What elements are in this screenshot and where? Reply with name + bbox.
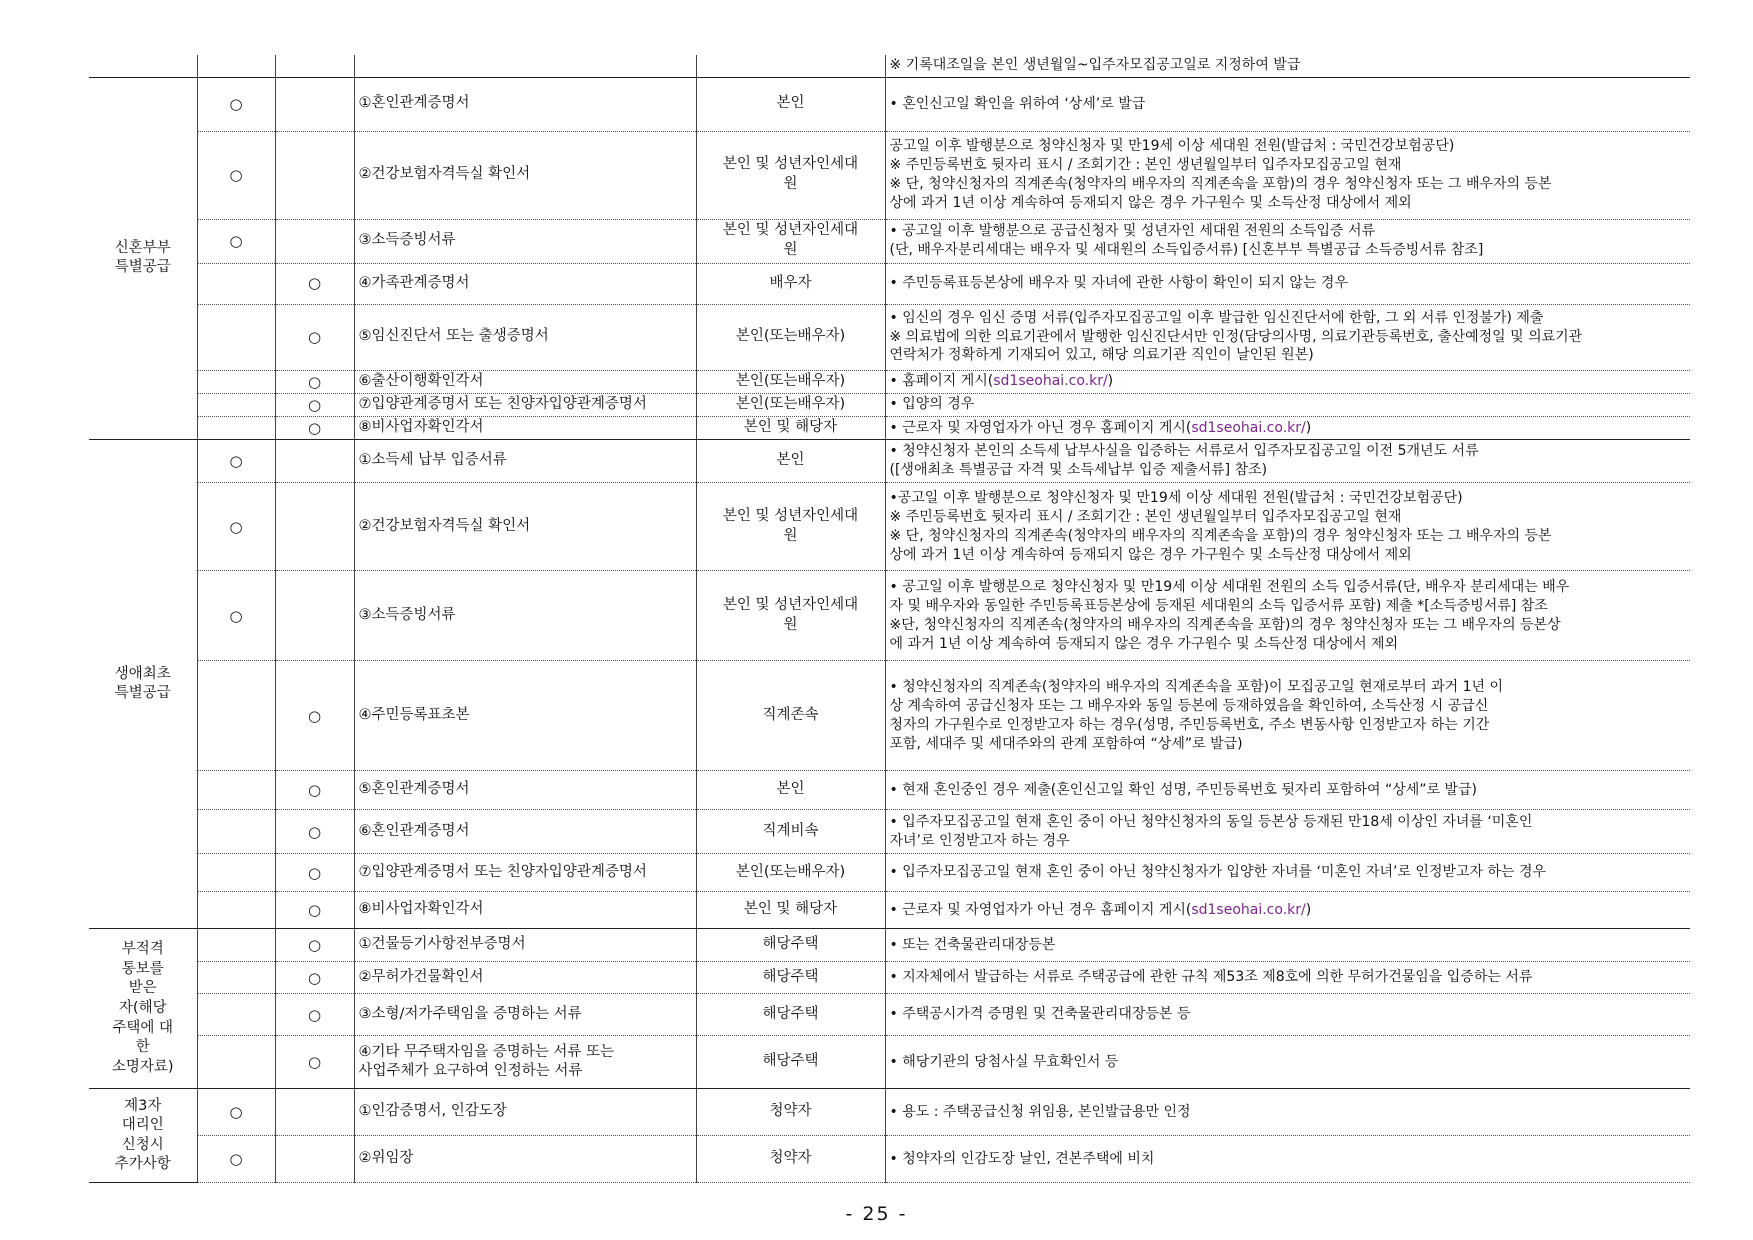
document-note: • 혼인신고일 확인을 위하여 ‘상세’로 발급	[885, 77, 1690, 131]
document-note: 공고일 이후 발행분으로 청약신청자 및 만19세 이상 세대원 전원(발급처 : 국민건강보험공단) ※ 주민등록번호 뒷자리 표시 / 조회기간 : 본인 생년월일부터 입주자모집공고일 현재 ※ 단, 청약신청자의 직계존속(청약자의 배우자의 직계존속을 포함)의 경우 청약신청자 또는 그 배우자의 등본 상에 과거 1년 이상 계속하여 등재되지 않은 경우 가구원수 및 소득산정 대상에서 제외	[885, 131, 1690, 219]
table-row	[89, 962, 1690, 994]
document-subject: 본인 및 성년자인세대 원	[696, 219, 885, 263]
optional-mark: ○	[275, 393, 354, 416]
table-row	[89, 810, 1690, 854]
optional-mark: ○	[275, 263, 354, 304]
document-name: ⑤혼인관계증명서	[354, 771, 696, 810]
table-row	[89, 661, 1690, 771]
document-name: ②무허가건물확인서	[354, 962, 696, 994]
table-row	[89, 440, 1690, 483]
table-row	[89, 892, 1690, 929]
document-note: • 청약신청자 본인의 소득세 납부사실을 입증하는 서류로서 입주자모집공고일 이전 5개년도 서류 ([생애최초 특별공급 자격 및 소득세납부 입증 제출서류] 참조)	[885, 440, 1690, 483]
homepage-link[interactable]: sd1seohai.co.kr/	[993, 373, 1108, 390]
document-note: • 근로자 및 자영업자가 아닌 경우 홈페이지 게시(sd1seohai.co.kr/)	[885, 892, 1690, 929]
document-subject: 본인 및 해당자	[696, 417, 885, 440]
optional-mark: ○	[275, 370, 354, 393]
document-subject: 본인	[696, 440, 885, 483]
document-subject: 본인(또는배우자)	[696, 854, 885, 892]
document-note: •공고일 이후 발행분으로 청약신청자 및 만19세 이상 세대원 전원(발급처 : 국민건강보험공단) ※ 주민등록번호 뒷자리 표시 / 조회기간 : 본인 생년월일부터 입주자모집공고일 현재 ※ 단, 청약신청자의 직계존속(청약자의 배우자의 직계존속을 포함)의 경우 청약신청자 또는 그 배우자의 등본 상에 과거 1년 이상 계속하여 등재되지 않은 경우 가구원수 및 소득산정 대상에서 제외	[885, 483, 1690, 571]
document-note: • 주민등록표등본상에 배우자 및 자녀에 관한 사항이 확인이 되지 않는 경우	[885, 263, 1690, 304]
document-subject: 해당주택	[696, 994, 885, 1036]
required-documents-table	[89, 55, 1690, 1183]
document-subject: 직계비속	[696, 810, 885, 854]
document-note: • 홈페이지 게시(sd1seohai.co.kr/)	[885, 370, 1690, 393]
document-subject: 본인	[696, 771, 885, 810]
document-note: • 청약신청자의 직계존속(청약자의 배우자의 직계존속을 포함)이 모집공고일 현재로부터 과거 1년 이 상 계속하여 공급신청자 또는 그 배우자와 동일 등본에 등재하였음을 확인하여, 소득산정 시 공급신 청자의 가구원수로 인정받고자 하는 경우(성명, 주민등록번호, 주소 변동사항 인정받고자 하는 기간 포함, 세대주 및 세대주와의 관계 포함하여 “상세”로 발급)	[885, 661, 1690, 771]
required-mark: ○	[197, 571, 275, 661]
document-subject: 해당주택	[696, 929, 885, 962]
table-row	[89, 417, 1690, 440]
optional-mark: ○	[275, 771, 354, 810]
document-subject: 본인 및 성년자인세대 원	[696, 571, 885, 661]
table-row	[89, 131, 1690, 219]
document-subject: 본인 및 성년자인세대 원	[696, 131, 885, 219]
document-subject: 청약자	[696, 1089, 885, 1136]
document-note: • 입양의 경우	[885, 393, 1690, 416]
optional-mark: ○	[275, 854, 354, 892]
document-name: ⑥혼인관계증명서	[354, 810, 696, 854]
document-subject: 해당주택	[696, 1036, 885, 1089]
section-label-ineligible-notice: 부적격 통보를 받은 자(해당 주택에 대 한 소명자료)	[89, 929, 197, 1089]
required-mark: ○	[197, 440, 275, 483]
document-subject: 본인	[696, 77, 885, 131]
document-name: ⑦입양관계증명서 또는 친양자입양관계증명서	[354, 854, 696, 892]
optional-mark: ○	[275, 929, 354, 962]
document-note: • 또는 건축물관리대장등본	[885, 929, 1690, 962]
document-note: • 주택공시가격 증명원 및 건축물관리대장등본 등	[885, 994, 1690, 1036]
document-subject: 본인(또는배우자)	[696, 393, 885, 416]
document-note: • 근로자 및 자영업자가 아닌 경우 홈페이지 게시(sd1seohai.co.kr/)	[885, 417, 1690, 440]
document-subject: 직계존속	[696, 661, 885, 771]
document-name: ③소득증빙서류	[354, 219, 696, 263]
document-note: • 현재 혼인중인 경우 제출(혼인신고일 확인 성명, 주민등록번호 뒷자리 포함하여 “상세”로 발급)	[885, 771, 1690, 810]
table-row	[89, 771, 1690, 810]
document-note: • 임신의 경우 임신 증명 서류(입주자모집공고일 이후 발급한 임신진단서에 한함, 그 외 서류 인정불가) 제출 ※ 의료법에 의한 의료기관에서 발행한 임신진단서만 인정(담당의사명, 의료기관등록번호, 출산예정일 및 의료기관 연락처가 정확하게 기재되어 있고, 해당 의료기관 직인이 날인된 원본)	[885, 304, 1690, 370]
document-name: ①혼인관계증명서	[354, 77, 696, 131]
document-name: ⑧비사업자확인각서	[354, 417, 696, 440]
table-row	[89, 854, 1690, 892]
document-name: ①건물등기사항전부증명서	[354, 929, 696, 962]
optional-mark: ○	[275, 892, 354, 929]
document-name: ④기타 무주택자임을 증명하는 서류 또는 사업주체가 요구하여 인정하는 서류	[354, 1036, 696, 1089]
document-name: ②위임장	[354, 1136, 696, 1183]
optional-mark: ○	[275, 1036, 354, 1089]
document-note: • 해당기관의 당첨사실 무효확인서 등	[885, 1036, 1690, 1089]
required-mark: ○	[197, 219, 275, 263]
document-name: ③소득증빙서류	[354, 571, 696, 661]
required-mark: ○	[197, 483, 275, 571]
homepage-link[interactable]: sd1seohai.co.kr/	[1191, 419, 1306, 436]
table-row	[89, 1036, 1690, 1089]
optional-mark: ○	[275, 994, 354, 1036]
page-number: - 25 -	[845, 1203, 908, 1225]
optional-mark: ○	[275, 417, 354, 440]
top-note: ※ 기록대조일을 본인 생년월일~입주자모집공고일로 지정하여 발급	[885, 55, 1690, 77]
document-name: ④주민등록표초본	[354, 661, 696, 771]
table-row	[89, 370, 1690, 393]
document-name: ③소형/저가주택임을 증명하는 서류	[354, 994, 696, 1036]
document-note: • 입주자모집공고일 현재 혼인 중이 아닌 청약신청자가 입양한 자녀를 ‘미혼인 자녀’로 인정받고자 하는 경우	[885, 854, 1690, 892]
homepage-link[interactable]: sd1seohai.co.kr/	[1191, 901, 1306, 918]
document-subject: 청약자	[696, 1136, 885, 1183]
table-row	[89, 304, 1690, 370]
section-label-proxy: 제3자 대리인 신청시 추가사항	[89, 1089, 197, 1183]
optional-mark: ○	[275, 810, 354, 854]
table-row	[89, 263, 1690, 304]
document-name: ②건강보험자격득실 확인서	[354, 131, 696, 219]
table-row	[89, 1136, 1690, 1183]
document-name: ⑥출산이행확인각서	[354, 370, 696, 393]
document-name: ①소득세 납부 입증서류	[354, 440, 696, 483]
document-subject: 배우자	[696, 263, 885, 304]
document-subject: 해당주택	[696, 962, 885, 994]
document-subject: 본인 및 해당자	[696, 892, 885, 929]
document-note: • 청약자의 인감도장 날인, 견본주택에 비치	[885, 1136, 1690, 1183]
document-name: ⑤임신진단서 또는 출생증명서	[354, 304, 696, 370]
optional-mark: ○	[275, 661, 354, 771]
document-note: • 지자체에서 발급하는 서류로 주택공급에 관한 규칙 제53조 제8호에 의한 무허가건물임을 입증하는 서류	[885, 962, 1690, 994]
document-subject: 본인 및 성년자인세대 원	[696, 483, 885, 571]
document-name: ②건강보험자격득실 확인서	[354, 483, 696, 571]
section-label-first-home: 생애최초 특별공급	[89, 440, 197, 929]
top-note-row	[89, 55, 1690, 77]
table-row	[89, 929, 1690, 962]
required-mark: ○	[197, 1089, 275, 1136]
document-subject: 본인(또는배우자)	[696, 370, 885, 393]
document-note: • 입주자모집공고일 현재 혼인 중이 아닌 청약신청자의 동일 등본상 등재된 만18세 이상인 자녀를 ‘미혼인 자녀’로 인정받고자 하는 경우	[885, 810, 1690, 854]
required-mark: ○	[197, 1136, 275, 1183]
section-label-newlywed: 신혼부부 특별공급	[89, 77, 197, 440]
table-row	[89, 219, 1690, 263]
document-note: • 공고일 이후 발행분으로 공급신청자 및 성년자인 세대원 전원의 소득입증 서류 (단, 배우자분리세대는 배우자 및 세대원의 소득입증서류) [신혼부부 특별공급 소득증빙서류 참조]	[885, 219, 1690, 263]
required-mark: ○	[197, 77, 275, 131]
document-name: ⑧비사업자확인각서	[354, 892, 696, 929]
optional-mark: ○	[275, 962, 354, 994]
document-note: • 공고일 이후 발행분으로 청약신청자 및 만19세 이상 세대원 전원의 소득 입증서류(단, 배우자 분리세대는 배우 자 및 배우자와 동일한 주민등록표등본상에 등재된 세대원의 소득 입증서류 포함) 제출 *[소득증빙서류] 참조 ※단, 청약신청자의 직계존속(청약자의 배우자의 직계존속을 포함)의 경우 청약신청자 또는 그 배우자의 등본상 에 과거 1년 이상 계속하여 등재되지 않은 경우 가구원수 및 소득산정 대상에서 제외	[885, 571, 1690, 661]
document-name: ④가족관계증명서	[354, 263, 696, 304]
table-row	[89, 994, 1690, 1036]
document-name: ①인감증명서, 인감도장	[354, 1089, 696, 1136]
table-row	[89, 393, 1690, 416]
table-row	[89, 77, 1690, 131]
table-row	[89, 1089, 1690, 1136]
table-row	[89, 483, 1690, 571]
document-name: ⑦입양관계증명서 또는 친양자입양관계증명서	[354, 393, 696, 416]
document-note: • 용도 : 주택공급신청 위임용, 본인발급용만 인정	[885, 1089, 1690, 1136]
optional-mark: ○	[275, 304, 354, 370]
table-row	[89, 571, 1690, 661]
required-mark: ○	[197, 131, 275, 219]
document-subject: 본인(또는배우자)	[696, 304, 885, 370]
